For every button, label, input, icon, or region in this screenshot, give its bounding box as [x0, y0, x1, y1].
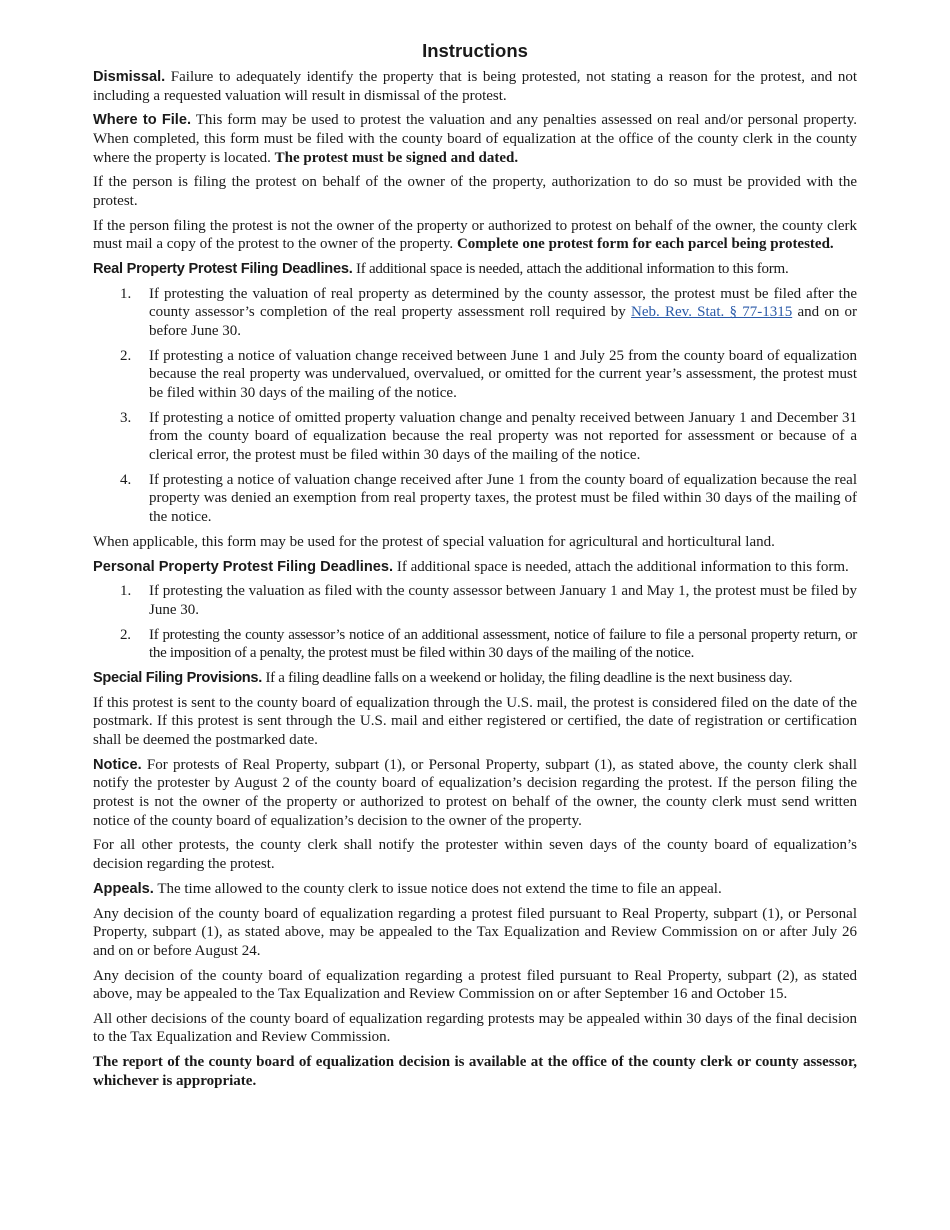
special-filing-text: If a filing deadline falls on a weekend or holiday, the filing deadline is the next business day.	[265, 670, 793, 687]
list-item	[93, 285, 857, 341]
special-valuation-paragraph: When applicable, this form may be used for the protest of special valuation for agricultural and horticultural land.	[93, 533, 775, 550]
list-text: If protesting the county assessor’s notice of an additional assessment, notice of failure to file a personal property return, or the imposition of a penalty, the protest must be filed within 30 days of the mailing of the notice.	[149, 626, 857, 662]
personal-property-paragraph	[93, 558, 857, 577]
appeals-paragraph-2: Any decision of the county board of equalization regarding a protest filed pursuant to Real Property, subpart (2), as stated above, may be appealed to the Tax Equalization and Review Commission on or after September 16 and October 15.	[93, 967, 857, 1003]
dismissal-text: Failure to adequately identify the property that is being protested, not stating a reason for the protest, and not including a requested valuation will result in dismissal of the protest.	[93, 69, 857, 104]
not-owner-paragraph	[93, 217, 857, 254]
notice-paragraph	[93, 756, 857, 830]
list-item	[93, 347, 857, 403]
list-text: If protesting a notice of omitted property valuation change and penalty received between January 1 and December 31 from the county board of equalization because the real property was not reported for assessment or because of a clerical error, the protest must be filed within 30 days of the mailing of the notice.	[149, 409, 857, 463]
real-property-list	[93, 285, 857, 527]
dismissal-heading: Dismissal.	[93, 69, 166, 85]
not-owner-bold: Complete one protest form for each parcel being protested.	[456, 236, 834, 253]
where-to-file-paragraph	[93, 111, 857, 167]
list-item	[93, 409, 857, 465]
list-text: and on or before June 30.	[149, 304, 858, 340]
appeals-text: The time allowed to the county clerk to issue notice does not extend the time to file an appeal.	[157, 880, 722, 897]
appeals-paragraph-1: Any decision of the county board of equalization regarding a protest filed pursuant to Real Property, subpart (1), or Personal Property, subpart (1), as stated above, may be appealed to the Tax Equalization and Review Commission on or after July 26 and on or before August 24.	[93, 905, 857, 959]
list-number: 2.	[120, 347, 132, 364]
list-text: If protesting the valuation as filed with the county assessor between January 1 and May 1, the protest must be filed by June 30.	[149, 583, 857, 618]
dismissal-paragraph	[93, 68, 857, 105]
list-item	[93, 582, 857, 619]
appeals-paragraph	[93, 880, 857, 899]
list-number: 3.	[120, 409, 132, 426]
page-title: Instructions	[422, 40, 528, 61]
personal-property-list	[93, 582, 857, 663]
appeals-paragraph-3: All other decisions of the county board of equalization regarding protests may be appealed within 30 days of the final decision to the Tax Equalization and Review Commission.	[93, 1010, 857, 1046]
notice-other-paragraph: For all other protests, the county clerk shall notify the protester within seven days of the county board of equalization’s decision regarding the protest.	[93, 837, 857, 872]
list-text: If protesting a notice of valuation change received after June 1 from the county board of equalization because the real property was denied an exemption from real property taxes, the protest must be filed within 30 days of the mailing of the notice.	[149, 471, 857, 525]
list-text: If protesting the valuation of real property as determined by the county assessor, the protest must be filed after the county assessor’s completion of the real property assessment roll required by	[149, 285, 857, 321]
real-property-text: If additional space is needed, attach the additional information to this form.	[356, 261, 789, 278]
where-to-file-text: This form may be used to protest the valuation and any penalties assessed on real and/or personal property. When completed, this form must be filed with the county board of equalization at the office of the county clerk in the county where the property is located.	[93, 112, 857, 166]
personal-property-heading: Personal Property Protest Filing Deadlines.	[93, 558, 394, 575]
mail-paragraph: If this protest is sent to the county board of equalization through the U.S. mail, the protest is considered filed on the date of the postmark. If this protest is sent through the U.S. mail and either registered or certified, the date of registration or certification shall be deemed the postmarked date.	[93, 694, 857, 749]
list-text: If protesting a notice of valuation change received between June 1 and July 25 from the county board of equalization because the real property was undervalued, overvalued, or omitted for the current year’s assessment, the protest must be filed within 30 days of the mailing of the notice.	[149, 347, 857, 402]
final-note: The report of the county board of equalization decision is available at the office of the county clerk or county assessor, whichever is appropriate.	[93, 1054, 857, 1089]
notice-heading: Notice.	[93, 756, 142, 773]
not-owner-text: If the person filing the protest is not the owner of the property or authorized to protest on behalf of the owner, the county clerk must mail a copy of the protest to the owner of the property.	[93, 217, 857, 253]
special-filing-paragraph	[93, 669, 857, 688]
real-property-heading: Real Property Protest Filing Deadlines.	[93, 261, 353, 278]
where-to-file-heading: Where to File.	[93, 112, 192, 129]
list-number: 2.	[120, 626, 131, 643]
behalf-paragraph: If the person is filing the protest on behalf of the owner of the property, authorization to do so must be provided with the protest.	[93, 174, 857, 209]
appeals-heading: Appeals.	[93, 880, 154, 897]
list-item	[93, 626, 857, 663]
personal-property-text: If additional space is needed, attach the additional information to this form.	[396, 558, 849, 575]
where-to-file-bold: The protest must be signed and dated.	[274, 149, 519, 166]
statute-link[interactable]: Neb. Rev. Stat. § 77-1315	[631, 304, 793, 321]
real-property-paragraph	[93, 260, 857, 279]
notice-text: For protests of Real Property, subpart (1), or Personal Property, subpart (1), as stated above, the county clerk shall notify the protester by August 2 of the county board of equalization’s decision regarding the protest. If the person filing the protest is not the owner of the property or authorized to protest on behalf of the owner, the county clerk must send written notice of the county board of equalization’s decision to the owner of the property.	[93, 756, 858, 829]
list-item	[93, 471, 857, 527]
special-filing-heading: Special Filing Provisions.	[93, 670, 262, 687]
list-number: 1.	[120, 583, 132, 600]
list-number: 4.	[120, 471, 132, 488]
list-number: 1.	[120, 285, 132, 302]
